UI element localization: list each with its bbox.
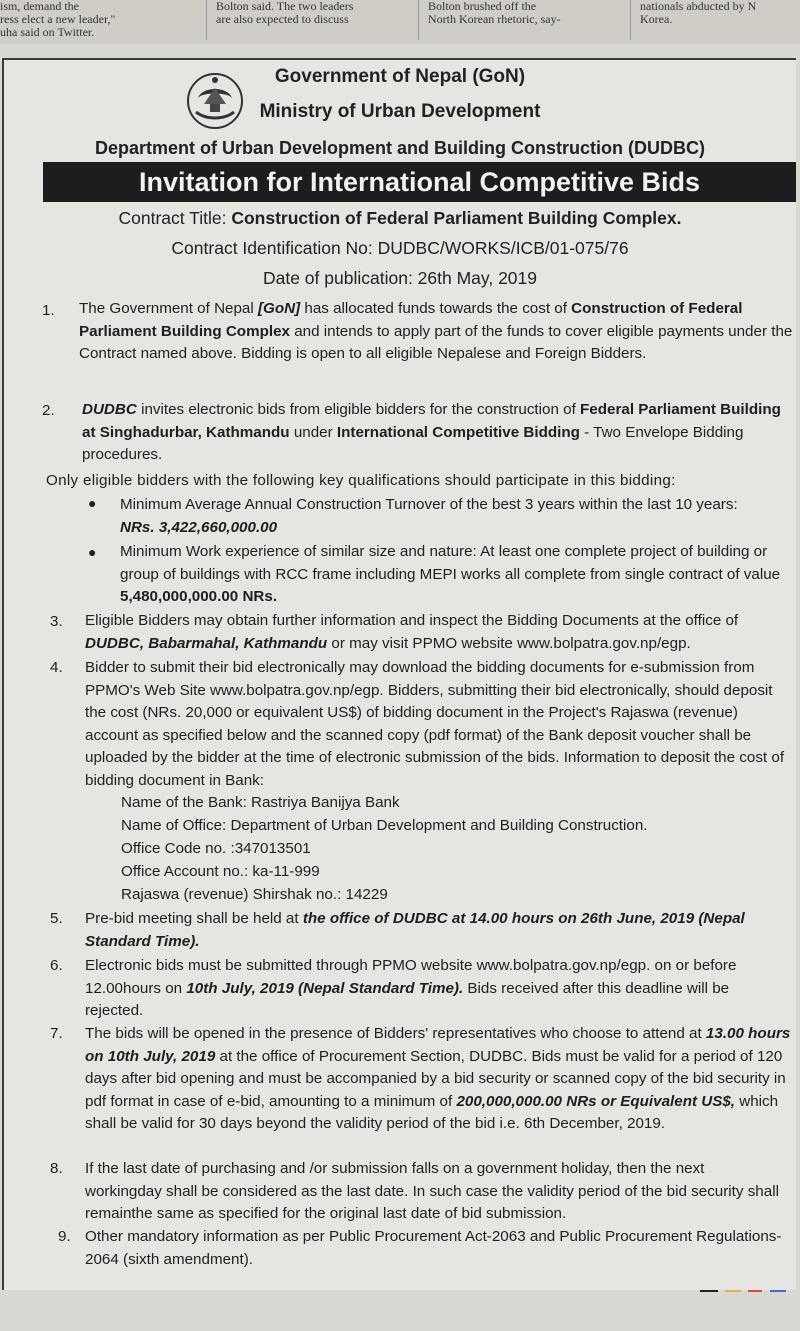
item-number: 2. (42, 402, 55, 419)
item-number: 9. (58, 1228, 71, 1245)
item-number: 1. (42, 302, 55, 319)
news-line: ress elect a new leader," (0, 12, 116, 26)
footer-dash (748, 1290, 762, 1292)
news-line: North Korean rhetoric, say- (428, 12, 561, 26)
item-9-text: Other mandatory information as per Public Procurement Act-2063 and Public Procurement Regulations-2064 (sixth amendment). (85, 1228, 782, 1268)
text-run: 5,480,000,000.00 NRs. (120, 588, 278, 605)
item-5-text (85, 908, 791, 953)
item-2-text (82, 399, 798, 467)
text-run: Minimum Average Annual Construction Turnover of the best 3 years within the last 10 years: (120, 496, 738, 513)
item-number: 5. (50, 910, 63, 927)
qualification-experience (120, 541, 796, 609)
news-line: Bolton brushed off the (428, 0, 537, 13)
text-run: [GoN] (257, 300, 301, 317)
contract-id: Contract Identification No: DUDBC/WORKS/ICB/01-075/76 (171, 238, 629, 258)
text-run: Federal Parliament Building at Singhadurbar, Kathmandu (82, 401, 781, 441)
item-6-text (85, 955, 791, 1023)
contract-title-value: Construction of Federal Parliament Building Complex. (231, 208, 682, 228)
department-title: Department of Urban Development and Building Construction (DUDBC) (94, 138, 705, 158)
text-run: and intends to apply part of the funds to cover eligible payments under the Contract named above. Bidding is open to all eligible Nepalese and Foreign Bidders. (79, 322, 793, 362)
news-line: uha said on Twitter. (0, 25, 95, 39)
contract-title (4, 208, 796, 229)
bank-office: Name of Office: Department of Urban Development and Building Construction. (121, 817, 648, 834)
text-run: under (289, 423, 337, 441)
item-number: 4. (50, 659, 63, 676)
footer-dash (700, 1290, 718, 1292)
newspaper-strip (0, 0, 800, 44)
text-run: DUDBC (82, 401, 137, 418)
text-run: DUDBC, Babarmahal, Kathmandu (85, 634, 328, 652)
publication-date: Date of publication: 26th May, 2019 (262, 268, 538, 288)
bank-name: Name of the Bank: Rastriya Banijya Bank (121, 794, 400, 811)
item-7-text (85, 1023, 791, 1136)
text-run: Bids received after this deadline will be rejected. (85, 979, 730, 1019)
text-run: invites electronic bids from eligible bidders for the construction of (136, 401, 581, 418)
column-divider (206, 0, 207, 40)
text-run: NRs. 3,422,660,000.00 (120, 518, 278, 536)
government-title: Government of Nepal (GoN) (274, 66, 526, 87)
news-line: are also expected to discuss (216, 12, 349, 26)
bid-notice (2, 58, 796, 1290)
column-divider (418, 0, 419, 40)
news-column-3 (428, 0, 618, 26)
text-run: Minimum Work experience of similar size and nature: At least one complete project of building or group of buildings with RCC frame including MEPI works all complete from single contract of value (120, 543, 781, 583)
bullet-icon: ● (88, 495, 97, 511)
bank-office-code: Office Code no. :347013501 (121, 840, 311, 857)
item-number: 6. (50, 957, 63, 974)
text-run: the office of DUDBC at 14.00 hours on 26th June, 2019 (Nepal Standard Time). (85, 910, 745, 950)
text-run: 10th July, 2019 (Nepal Standard Time). (186, 979, 464, 997)
text-run: or may visit PPMO website www.bolpatra.gov.np/egp. (327, 634, 691, 652)
footer-dash (770, 1290, 786, 1292)
news-line: ism, demand the (0, 0, 79, 13)
text-run: 200,000,000.00 NRs or Equivalent US$, (456, 1092, 736, 1110)
text-run: Construction of Federal Parliament Building Complex (79, 300, 743, 340)
news-line: nationals abducted by N (640, 0, 757, 13)
text-run: Eligible Bidders may obtain further information and inspect the Bidding Documents at the office of (85, 612, 739, 629)
qualification-turnover (120, 494, 796, 539)
text-run: at the office of Procurement Section, DUDBC. Bids must be valid for a period of 120 days after bid opening and must be accompanied by a bid security or scanned copy of the bid security in pdf format in case of e-bid, amounting to a minimum of (85, 1047, 786, 1110)
item-8-text: If the last date of purchasing and /or submission falls on a government holiday, then the next workingday shall be considered as the last date. In such case the validity period of the bid security shall remainthe same as specified for the original last date of bid submission. (85, 1160, 779, 1222)
bank-account: Office Account no.: ka-11-999 (121, 863, 320, 880)
item-1-text (79, 298, 800, 366)
item-4-text: Bidder to submit their bid electronically may download the bidding documents for e-submission from PPMO's Web Site www.bolpatra.gov.np/egp. Bidders, submitting their bid electronically, should deposit the cost (NRs. 20,000 or equivalent US$) of bidding document in the Project's Rajaswa (revenue) account as specified below and the scanned copy (pdf format) of the Bank deposit voucher shall be uploaded by the bidder at the time of electronic submission of the bids. Information to deposit the cost of bidding document in Bank: (85, 659, 785, 789)
ministry-title: Ministry of Urban Development (259, 101, 541, 122)
item-3-text (85, 610, 791, 655)
news-column-1 (0, 0, 190, 39)
text-run: has allocated funds towards the cost of (300, 300, 572, 317)
text-run: The bids will be opened in the presence of Bidders' representatives who choose to attend at (85, 1025, 706, 1042)
text-run: International Competitive Bidding (336, 423, 580, 441)
news-line: Bolton said. The two leaders (216, 0, 354, 13)
bullet-icon: ● (88, 544, 97, 560)
invitation-banner: Invitation for International Competitive Bids (43, 162, 796, 202)
item-number: 3. (50, 613, 63, 630)
qualifications-intro: Only eligible bidders with the following key qualifications should participate in this bidding: (46, 472, 676, 489)
bank-shirshak: Rajaswa (revenue) Shirshak no.: 14229 (121, 886, 388, 903)
news-line: Korea. (640, 12, 673, 26)
text-run: The Government of Nepal (79, 300, 258, 317)
text-run: which shall be valid for 30 days beyond the validity period of the bid i.e. 6th December, 2019. (85, 1092, 779, 1132)
footer-dash (725, 1290, 741, 1292)
text-run: Pre-bid meeting shall be held at (85, 910, 303, 927)
text-run: Electronic bids must be submitted through PPMO website www.bolpatra.gov.np/egp. on or before 12.00hours on (85, 957, 737, 997)
item-number: 8. (50, 1160, 63, 1177)
item-number: 7. (50, 1025, 63, 1042)
news-column-2 (216, 0, 411, 26)
text-run: 13.00 hours on 10th July, 2019 (85, 1025, 791, 1065)
news-column-4 (640, 0, 800, 26)
text-run: - Two Envelope Bidding procedures. (82, 423, 744, 463)
column-divider (630, 0, 631, 40)
contract-title-label: Contract Title: (118, 208, 232, 228)
